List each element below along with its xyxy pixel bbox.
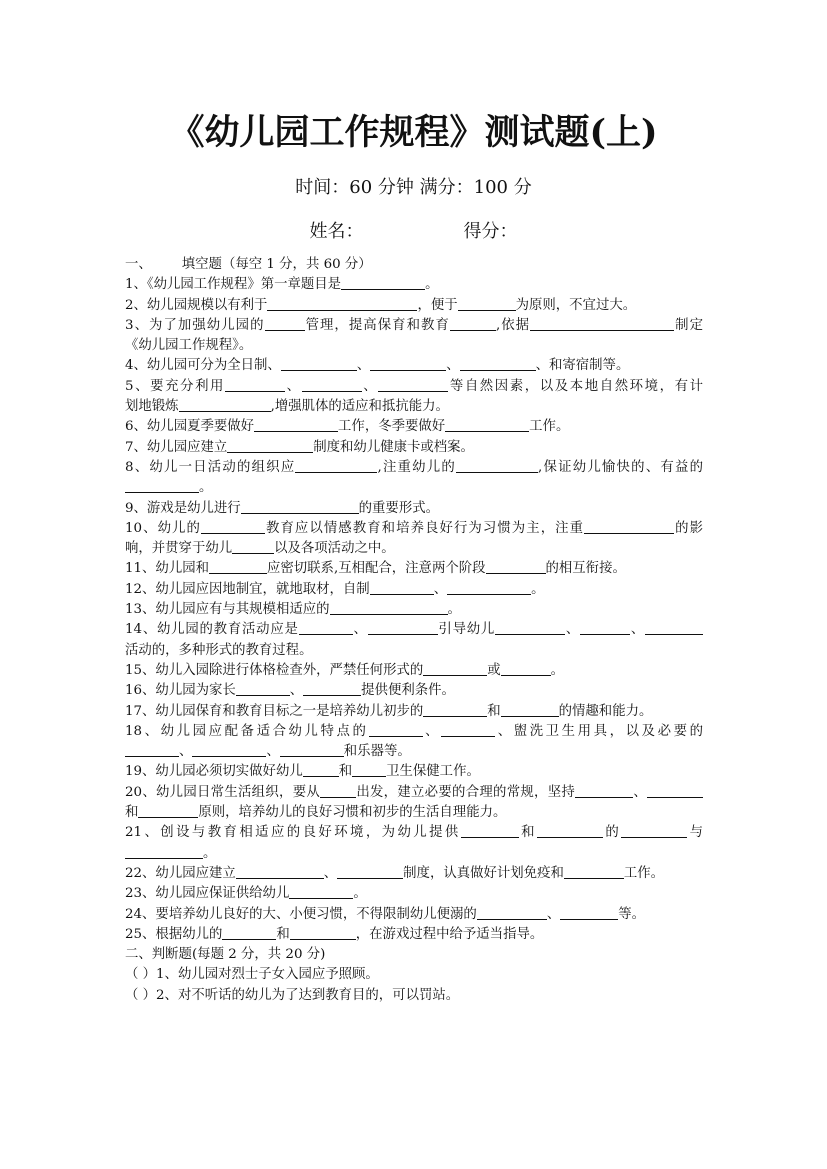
question-16: 16、幼儿园为家长 、 提供便利条件。 xyxy=(125,683,455,699)
question-7: 7、幼儿园应建立 制度和幼儿健康卡或档案。 xyxy=(125,439,474,455)
question-21-cont: 。 xyxy=(125,844,703,864)
question-8: 8、幼儿一日活动的组织应 ,注重幼儿的 ,保证幼儿愉快的、有益的 xyxy=(125,459,703,475)
question-8-cont: 。 xyxy=(125,478,703,498)
question-21: 21、创设与教育相适应的良好环境，为幼儿提供 和 的 与 xyxy=(125,825,703,841)
question-5-cont: 划地锻炼 ,增强肌体的适应和抵抗能力。 xyxy=(125,399,449,415)
question-15: 15、幼儿入园除进行体格检查外，严禁任何形式的 或 。 xyxy=(125,662,565,678)
question-4: 4、幼儿园可分为全日制、 、 、 、和寄宿制等。 xyxy=(125,358,630,374)
question-25: 25、根据幼儿的 和 ，在游戏过程中给予适当指导。 xyxy=(125,926,544,942)
question-5: 5、要充分利用 、 、 等自然因素，以及本地自然环境，有计 xyxy=(125,378,703,394)
question-10-cont: 响，并贯穿于幼儿 以及各项活动之中。 xyxy=(125,541,395,557)
section-1-heading: 一、 填空题（每空 1 分，共 60 分） xyxy=(125,257,372,272)
question-18: 18、幼儿园应配备适合幼儿特点的 、 、盥洗卫生用具，以及必要的 xyxy=(125,723,703,739)
question-14: 14、幼儿园的教育活动应是 、 引导幼儿 、 、 xyxy=(125,620,703,640)
question-24: 24、要培养幼儿良好的大、小便习惯，不得限制幼儿便溺的 、 等。 xyxy=(125,906,645,922)
question-14-cont: 活动的，多种形式的教育过程。 xyxy=(125,642,313,658)
question-1: 1、《幼儿园工作规程》第一章题目是 。 xyxy=(125,277,439,293)
name-score-line xyxy=(0,221,827,243)
question-content xyxy=(125,255,703,1006)
question-17: 17、幼儿园保育和教育目标之一是培养幼儿初步的 和 的情趣和能力。 xyxy=(125,703,653,719)
score-label: 得分： xyxy=(463,221,518,242)
name-label: 姓名： xyxy=(309,221,364,242)
question-3: 3、为了加强幼儿园的 管理，提高保育和教育 ,依据 制定 xyxy=(125,317,703,333)
judge-item-1: （ ）1、幼儿园对烈士子女入园应予照顾。 xyxy=(125,967,379,983)
question-6: 6、幼儿园夏季要做好 工作，冬季要做好 工作。 xyxy=(125,419,570,435)
question-19: 19、幼儿园必须切实做好幼儿 和 卫生保健工作。 xyxy=(125,764,480,780)
question-9: 9、游戏是幼儿进行 的重要形式。 xyxy=(125,500,439,516)
question-3-cont: 《幼儿园工作规程》。 xyxy=(125,338,253,354)
question-12: 12、幼儿园应因地制宜，就地取材，自制 、 。 xyxy=(125,581,545,597)
section-2-heading: 二、判断题(每题 2 分，共 20 分) xyxy=(125,947,326,963)
question-22: 22、幼儿园应建立 、 制度，认真做好计划免疫和 工作。 xyxy=(125,865,665,881)
question-2: 2、幼儿园规模以有利于 ，便于 为原则，不宜过大。 xyxy=(125,297,637,313)
question-20-cont: 和 原则，培养幼儿的良好习惯和初步的生活自理能力。 xyxy=(125,805,507,821)
question-20: 20、幼儿园日常生活组织，要从 出发，建立必要的合理的常规，坚持 、 xyxy=(125,783,703,803)
question-13: 13、幼儿园应有与其规模相适应的 。 xyxy=(125,602,461,618)
question-11: 11、幼儿园和 应密切联系,互相配合，注意两个阶段 的相互衔接。 xyxy=(125,561,626,577)
time-score-line: 时间：60 分钟 满分：100 分 xyxy=(295,177,532,198)
question-23: 23、幼儿园应保证供给幼儿 。 xyxy=(125,886,367,902)
question-10: 10、幼儿的 教育应以情感教育和培养良好行为习惯为主，注重 的影 xyxy=(125,520,703,536)
question-18-cont: 、 、 和乐器等。 xyxy=(125,742,703,762)
judge-item-2: （ ）2、对不听话的幼儿为了达到教育目的，可以罚站。 xyxy=(125,987,460,1003)
page-title: 《幼儿园工作规程》测试题(上) xyxy=(169,112,658,153)
